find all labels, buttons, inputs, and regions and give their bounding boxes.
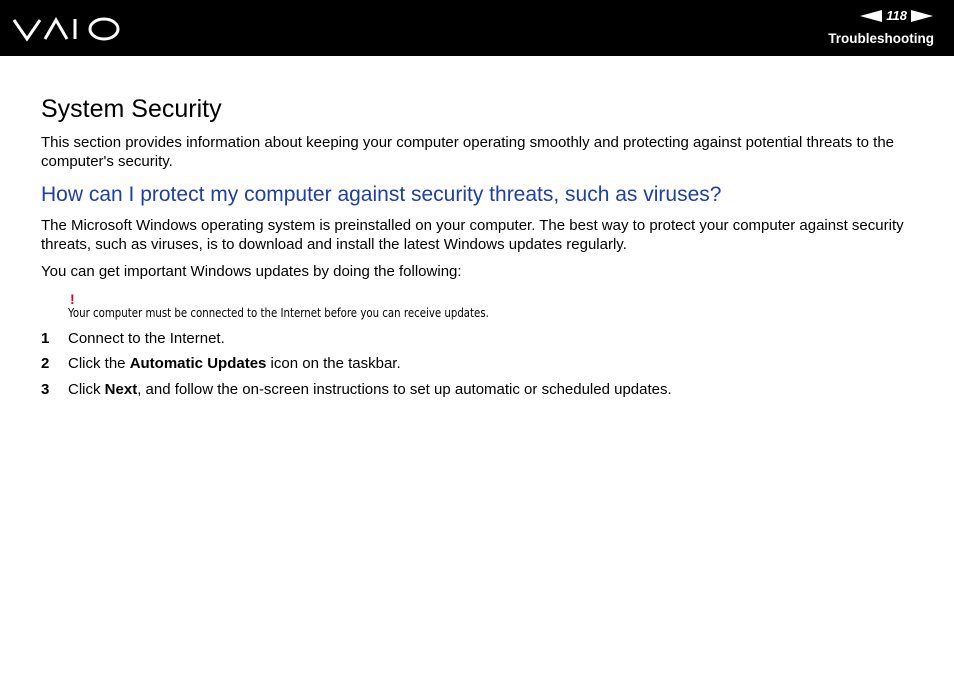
page-navigation bbox=[860, 8, 933, 23]
step-number: 1 bbox=[41, 330, 50, 347]
section-heading: How can I protect my computer against security threats, such as viruses? bbox=[41, 183, 722, 206]
page-header bbox=[0, 0, 954, 56]
warning-mark-icon: ! bbox=[70, 291, 75, 307]
step-text: Click Next, and follow the on-screen instructions to set up automatic or scheduled updates. bbox=[68, 381, 672, 398]
step-text: Connect to the Internet. bbox=[68, 330, 225, 347]
body-paragraph-1: The Microsoft Windows operating system is preinstalled on your computer. The best way to protect your computer against security threats, such as viruses, is to download and install the latest Windows updates regularly. bbox=[41, 217, 904, 253]
page-title: System Security bbox=[41, 95, 222, 123]
intro-paragraph: This section provides information about keeping your computer operating smoothly and protecting against potential threats to the computer's security. bbox=[41, 134, 895, 170]
step-number: 2 bbox=[41, 355, 50, 372]
previous-page-arrow-icon[interactable] bbox=[860, 10, 882, 22]
note-text: Your computer must be connected to the Internet before you can receive updates. bbox=[68, 306, 489, 320]
next-page-arrow-icon[interactable] bbox=[911, 10, 933, 22]
vaio-logo bbox=[13, 15, 121, 43]
step-number: 3 bbox=[41, 381, 50, 398]
step-text: Click the Automatic Updates icon on the taskbar. bbox=[68, 355, 401, 372]
section-name: Troubleshooting bbox=[828, 31, 934, 46]
page-number: 118 bbox=[886, 8, 907, 23]
body-paragraph-2: You can get important Windows updates by doing the following: bbox=[41, 263, 462, 280]
